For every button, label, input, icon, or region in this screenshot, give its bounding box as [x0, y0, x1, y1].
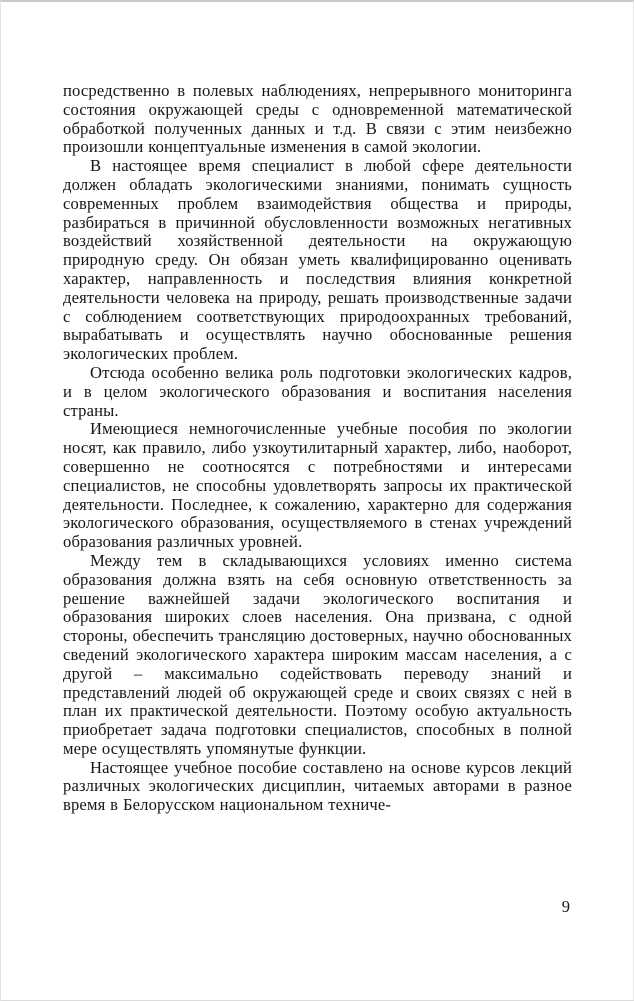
page-number: 9	[561, 897, 570, 916]
paragraph-eco-education-role: Отсюда особенно велика роль подготовки экологических кадров, и в целом экологического образования и воспитания населения страны.	[63, 362, 572, 420]
paragraph-education-system: Между тем в складывающихся условиях именно система образования должна взять на себя основную ответственность за решение важнейшей задачи экологического воспитания и образования широких слоев населения. Она призвана, с одной стороны, обеспечить трансляцию достоверных, научно обоснованных сведений экологического характера широким массам населения, а с другой – максимально содействовать переводу знаний и представлений людей об окружающей среде и своих связях с ней в план их практической деятельности. Поэтому особую актуальность приобретает задача подготовки специалистов, способных в полной мере осуществлять упомянутые функции.	[63, 550, 572, 758]
paragraph-continuation: посредственно в полевых наблюдениях, непрерывного мониторинга состояния окружающей среды с одновременной математической обработкой полученных данных и т.д. В связи с этим неизбежно произошли концептуальные изменения в самой экологии.	[63, 81, 572, 157]
page-text	[63, 82, 572, 815]
paragraph-textbook-origin: Настоящее учебное пособие составлено на основе курсов лекций различных экологических дисциплин, читаемых авторами в разное время в Белорусском национальном техниче-	[63, 757, 572, 815]
paragraph-specialist-knowledge: В настоящее время специалист в любой сфере деятельности должен обладать экологическими знаниями, понимать сущность современных проблем взаимодействия общества и природы, разбираться в причинной обусловленности возможных негативных воздействий хозяйственной деятельности на окружающую природную среду. Он обязан уметь квалифицированно оценивать характер, направленность и последствия влияния конкретной деятельности человека на природу, решать производственные задачи с соблюдением соответствующих природоохранных требований, вырабатывать и осуществлять научно обоснованные решения экологических проблем.	[63, 156, 572, 364]
paragraph-existing-textbooks: Имеющиеся немногочисленные учебные пособия по экологии носят, как правило, либо узкоутилитарный характер, либо, наоборот, совершенно не соотносятся с потребностями и интересами специалистов, не способны удовлетворять запросы их практической деятельности. Последнее, к сожалению, характерно для содержания экологического образования, осуществляемого в стенах учреждений образования различных уровней.	[63, 419, 572, 552]
